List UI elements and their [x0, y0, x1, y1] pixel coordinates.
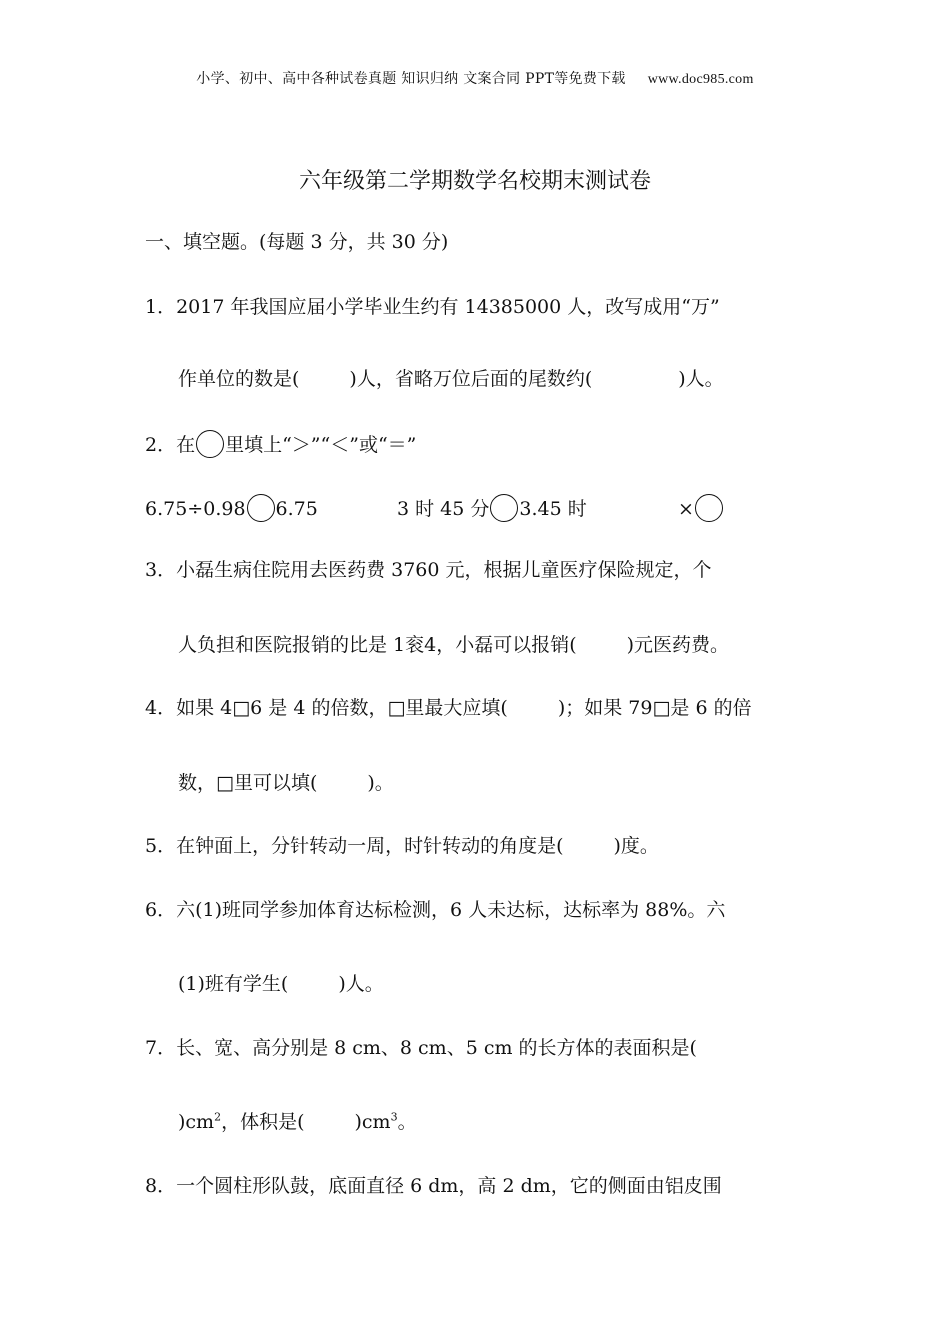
- q7-line2: [178, 1110, 417, 1134]
- q7-cube: 3: [390, 1110, 398, 1124]
- q2-e3-left: ×: [678, 498, 694, 520]
- q3-line1: 3．小磊生病住院用去医药费 3760 元，根据儿童医疗保险规定，个: [145, 559, 712, 581]
- q4-line1: [145, 696, 752, 720]
- q2-e2-right: 3.45 时: [519, 498, 587, 520]
- q7-line2-d: 。: [397, 1111, 417, 1133]
- q8-line1: 8．一个圆柱形队鼓，底面直径 6 dm，高 2 dm，它的侧面由铝皮围: [145, 1175, 722, 1197]
- q1-line1: 1．2017 年我国应届小学毕业生约有 14385000 人，改写成用“万”: [145, 296, 720, 318]
- circle-blank[interactable]: [247, 494, 275, 522]
- q2-expr-3: [678, 494, 724, 522]
- q2-line1: [145, 430, 416, 458]
- header-site: www.doc985.com: [647, 72, 754, 87]
- page-title: 六年级第二学期数学名校期末测试卷: [298, 169, 651, 194]
- q4-line2-b: )。: [367, 772, 394, 794]
- q5-a: 5．在钟面上，分针转动一周，时针转动的角度是(: [145, 835, 564, 857]
- q2-a: 2．在: [145, 434, 196, 456]
- q1-line2-b: )人，省略万位后面的尾数约(: [349, 368, 593, 390]
- q2-b: 里填上“＞”“＜”或“＝”: [225, 434, 417, 456]
- q2-e2-left: 3 时 45 分: [397, 498, 490, 520]
- q4-line1-a: 4．如果 4□6 是 4 的倍数，□里最大应填(: [145, 697, 508, 719]
- q7-sq: 2: [214, 1110, 222, 1124]
- q6-line2: [178, 972, 384, 996]
- q1-line2-c: )人。: [678, 368, 724, 390]
- q4-line2-a: 数，□里可以填(: [178, 772, 318, 794]
- header-text: 小学、初中、高中各种试卷真题 知识归纳 文案合同 PPT等免费下载: [196, 71, 626, 87]
- q4-line1-b: )；如果 79□是 6 的倍: [557, 697, 752, 719]
- q2-e1-right: 6.75: [275, 498, 318, 520]
- page-header: [0, 68, 950, 88]
- circle-blank[interactable]: [490, 494, 518, 522]
- section-heading: 一、填空题。(每题 3 分，共 30 分): [145, 231, 449, 253]
- q1-line2: [178, 367, 724, 391]
- q6-line2-b: )人。: [338, 973, 384, 995]
- q3-line2: [178, 633, 729, 657]
- q3-line2-b: )元医药费。: [626, 634, 730, 656]
- circle-blank[interactable]: [695, 494, 723, 522]
- circle-blank[interactable]: [196, 430, 224, 458]
- q1-line2-a: 作单位的数是(: [178, 368, 300, 390]
- q2-e1-left: 6.75÷0.98: [145, 498, 246, 520]
- q7-line2-b: ，体积是(: [221, 1111, 305, 1133]
- q7-line2-a: )cm: [178, 1111, 215, 1133]
- q6-line1: 6．六(1)班同学参加体育达标检测，6 人未达标，达标率为 88%。六: [145, 899, 726, 921]
- q6-line2-a: (1)班有学生(: [178, 973, 289, 995]
- q5-b: )度。: [613, 835, 659, 857]
- q5-line1: [145, 834, 659, 858]
- q2-expr-1: [145, 494, 318, 522]
- q4-line2: [178, 771, 394, 795]
- q3-line2-a: 人负担和医院报销的比是 1衮4，小磊可以报销(: [178, 634, 577, 656]
- q7-line2-c: )cm: [354, 1111, 391, 1133]
- q7-line1: 7．长、宽、高分别是 8 cm、8 cm、5 cm 的长方体的表面积是(: [145, 1037, 697, 1059]
- q2-expr-2: [397, 494, 587, 522]
